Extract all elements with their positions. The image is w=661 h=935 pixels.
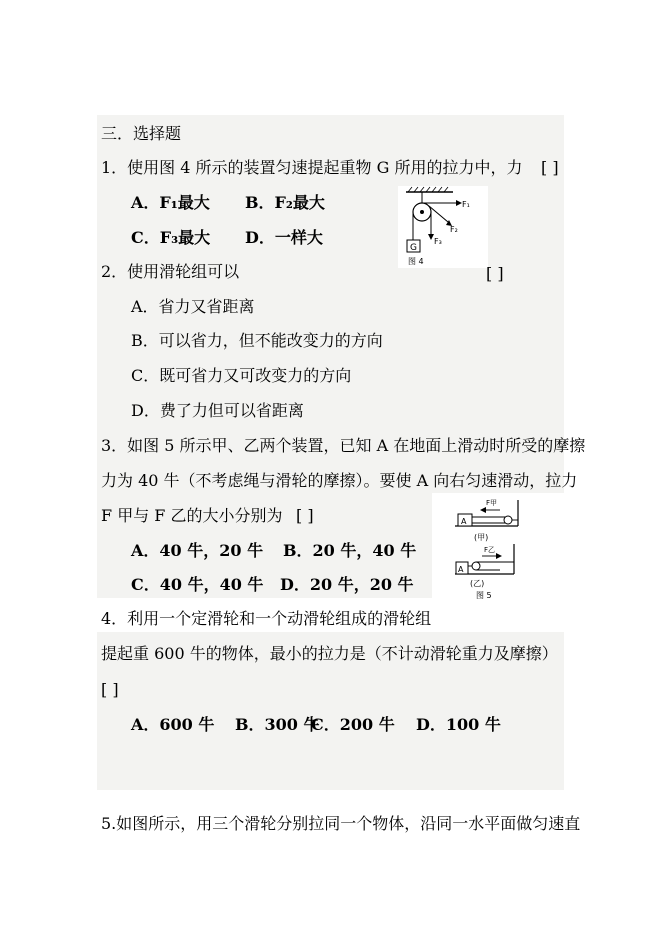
q3-stem-line-3: F 甲与 F 乙的大小分别为 [101,506,283,525]
svg-text:A: A [461,517,467,526]
q3-option-c: C．40 牛，40 牛 [131,575,264,594]
q2-option-c: C．既可省力又可改变力的方向 [131,366,352,385]
q3-option-d: D．20 牛，20 牛 [280,575,414,594]
q2-answer-bracket[interactable]: [ ] [486,264,504,283]
q2-stem: 2．使用滑轮组可以 [101,262,240,281]
q5-stem: 5.如图所示，用三个滑轮分别拉同一个物体，沿同一水平面做匀速直 [101,814,581,833]
q4-option-b: B．300 牛 [235,715,320,734]
f-yi-label: F乙 [484,546,496,554]
q4-stem-line-1: 4．利用一个定滑轮和一个动滑轮组成的滑轮组 [101,609,432,628]
f-jia-label: F甲 [486,499,498,507]
q1-stem: 1．使用图 4 所示的装置匀速提起重物 G 所用的拉力中，力 [101,158,523,177]
q4-option-a: A．600 牛 [131,715,215,734]
f3-label: F₃ [434,237,442,246]
q4-option-c: C．200 牛 [311,715,395,734]
q3-stem-line-1: 3．如图 5 所示甲、乙两个装置，已知 A 在地面上滑动时所受的摩擦 [101,436,586,455]
q1-option-a: A．F₁最大 [131,193,210,212]
svg-text:A: A [458,565,464,574]
section-title: 三．选择题 [101,124,182,143]
q1-option-b: B．F₂最大 [245,193,325,212]
weight-label: G [410,243,417,253]
f1-label: F₁ [462,200,470,209]
figure-4-pulley [398,186,488,268]
f2-label: F₂ [450,225,458,234]
q1-answer-bracket[interactable]: [ ] [541,158,559,177]
q2-option-b: B．可以省力，但不能改变力的方向 [131,331,383,350]
figure-5-caption: 图 5 [476,591,492,600]
figure-5-pulleys [440,494,540,604]
q1-option-d: D．一样大 [245,228,323,247]
q3-option-b: B．20 牛，40 牛 [283,541,417,560]
q4-stem-line-2: 提起重 600 牛的物体，最小的拉力是（不计动滑轮重力及摩擦） [101,644,558,663]
q3-answer-bracket[interactable]: [ ] [296,506,314,525]
q2-option-d: D．费了力但可以省距离 [131,401,304,420]
label-yi: (乙) [470,579,485,588]
q4-option-d: D．100 牛 [416,715,501,734]
q3-option-a: A．40 牛，20 牛 [131,541,264,560]
label-jia: (甲) [474,533,489,542]
figure-4-caption: 图 4 [408,257,424,266]
q4-answer-bracket[interactable]: [ ] [101,680,119,699]
q1-option-c: C．F₃最大 [131,228,211,247]
shade-panel-right [392,263,564,493]
q3-stem-line-2: 力为 40 牛（不考虑绳与滑轮的摩擦）。要使 A 向右匀速滑动，拉力 [101,471,578,490]
q2-option-a: A．省力又省距离 [131,297,255,316]
